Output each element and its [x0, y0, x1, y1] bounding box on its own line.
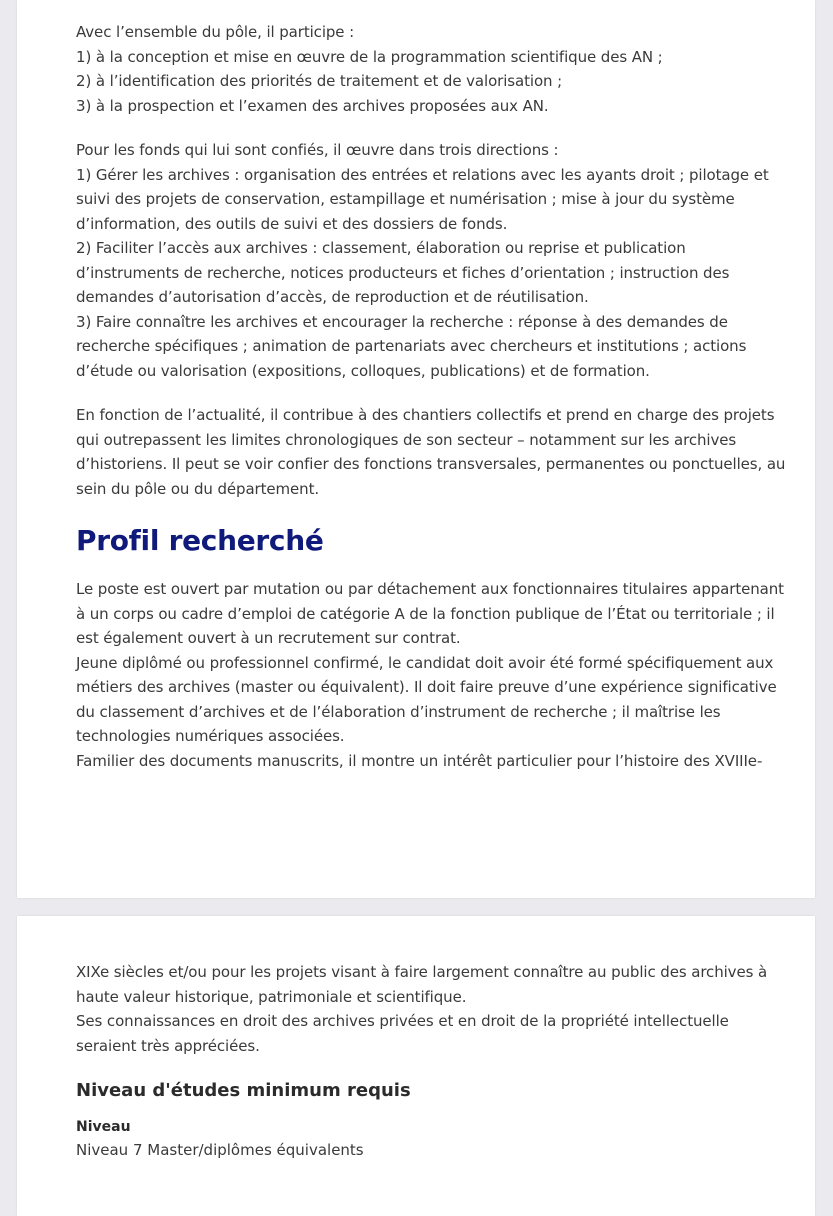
- text-line: 2) Faciliter l’accès aux archives : classement, élaboration ou reprise et publication: [76, 239, 686, 257]
- text-line: suivi des projets de conservation, estampillage et numérisation ; mise à jour du système: [76, 190, 735, 208]
- text-line: est également ouvert à un recrutement sur contrat.: [76, 629, 461, 647]
- niveau-label: Niveau: [76, 1119, 131, 1135]
- page-2-content: [76, 960, 776, 1162]
- text-line: En fonction de l’actualité, il contribue à des chantiers collectifs et prend en charge des projets: [76, 406, 775, 424]
- paragraph-directions: [76, 138, 776, 383]
- text-line: d’étude ou valorisation (expositions, colloques, publications) et de formation.: [76, 361, 650, 380]
- text-line: d’instruments de recherche, notices producteurs et fiches d’orientation ; instruction des: [76, 263, 730, 282]
- text-line: Jeune diplômé ou professionnel confirmé, le candidat doit avoir été formé spécifiquement aux: [76, 653, 774, 672]
- text-line: 3) Faire connaître les archives et encourager la recherche : réponse à des demandes de: [76, 312, 728, 331]
- text-line: Pour les fonds qui lui sont confiés, il œuvre dans trois directions :: [76, 141, 559, 159]
- text-line: à un corps ou cadre d’emploi de catégorie A de la fonction publique de l’État ou territoriale ; il: [76, 604, 775, 623]
- paragraph-actualite: [76, 403, 786, 501]
- niveau-value: Niveau 7 Master/diplômes équivalents: [76, 1141, 364, 1159]
- document-page-2: [17, 916, 815, 1216]
- text-line: qui outrepassent les limites chronologiques de son secteur – notamment sur les archives: [76, 430, 737, 449]
- text-line: 1) Gérer les archives : organisation des entrées et relations avec les ayants droit ; pilotage et: [76, 165, 769, 184]
- text-line: 2) à l’identification des priorités de traitement et de valorisation ;: [76, 72, 563, 90]
- text-line: Le poste est ouvert par mutation ou par détachement aux fonctionnaires titulaires appartenant: [76, 580, 784, 598]
- text-line: 1) à la conception et mise en œuvre de la programmation scientifique des AN ;: [76, 47, 663, 66]
- text-line: métiers des archives (master ou équivalent). Il doit faire preuve d’une expérience significative: [76, 678, 777, 696]
- page-1-content: [76, 20, 786, 793]
- text-line: 3) à la prospection et l’examen des archives proposées aux AN.: [76, 96, 549, 115]
- text-line: seraient très appréciées.: [76, 1036, 260, 1055]
- text-line: Ses connaissances en droit des archives privées et en droit de la propriété intellectuelle: [76, 1012, 729, 1030]
- text-line: technologies numériques associées.: [76, 727, 345, 745]
- text-line: d’historiens. Il peut se voir confier des fonctions transversales, permanentes ou ponctuelles, au: [76, 455, 786, 473]
- text-line: demandes d’autorisation d’accès, de reproduction et de réutilisation.: [76, 288, 589, 306]
- paragraph-profil: [76, 577, 784, 773]
- niveau-heading: Niveau d'études minimum requis: [76, 1080, 411, 1101]
- text-line: sein du pôle ou du département.: [76, 479, 320, 498]
- document-page-1: [17, 0, 815, 898]
- text-line: Avec l’ensemble du pôle, il participe :: [76, 23, 355, 41]
- text-line: recherche spécifiques ; animation de partenariats avec chercheurs et institutions ; actions: [76, 337, 747, 355]
- text-line: haute valeur historique, patrimoniale et scientifique.: [76, 987, 467, 1006]
- profil-heading: Profil recherché: [76, 524, 324, 557]
- text-line: XIXe siècles et/ou pour les projets visant à faire largement connaître au public des archives à: [76, 963, 768, 981]
- text-line: du classement d’archives et de l’élaboration d’instrument de recherche ; il maîtrise les: [76, 702, 721, 721]
- text-line: d’information, des outils de suivi et des dossiers de fonds.: [76, 214, 508, 233]
- paragraph-participe: [76, 20, 776, 118]
- paragraph-suite: [76, 960, 776, 1058]
- text-line: Familier des documents manuscrits, il montre un intérêt particulier pour l’histoire des XVIIIe-: [76, 751, 763, 770]
